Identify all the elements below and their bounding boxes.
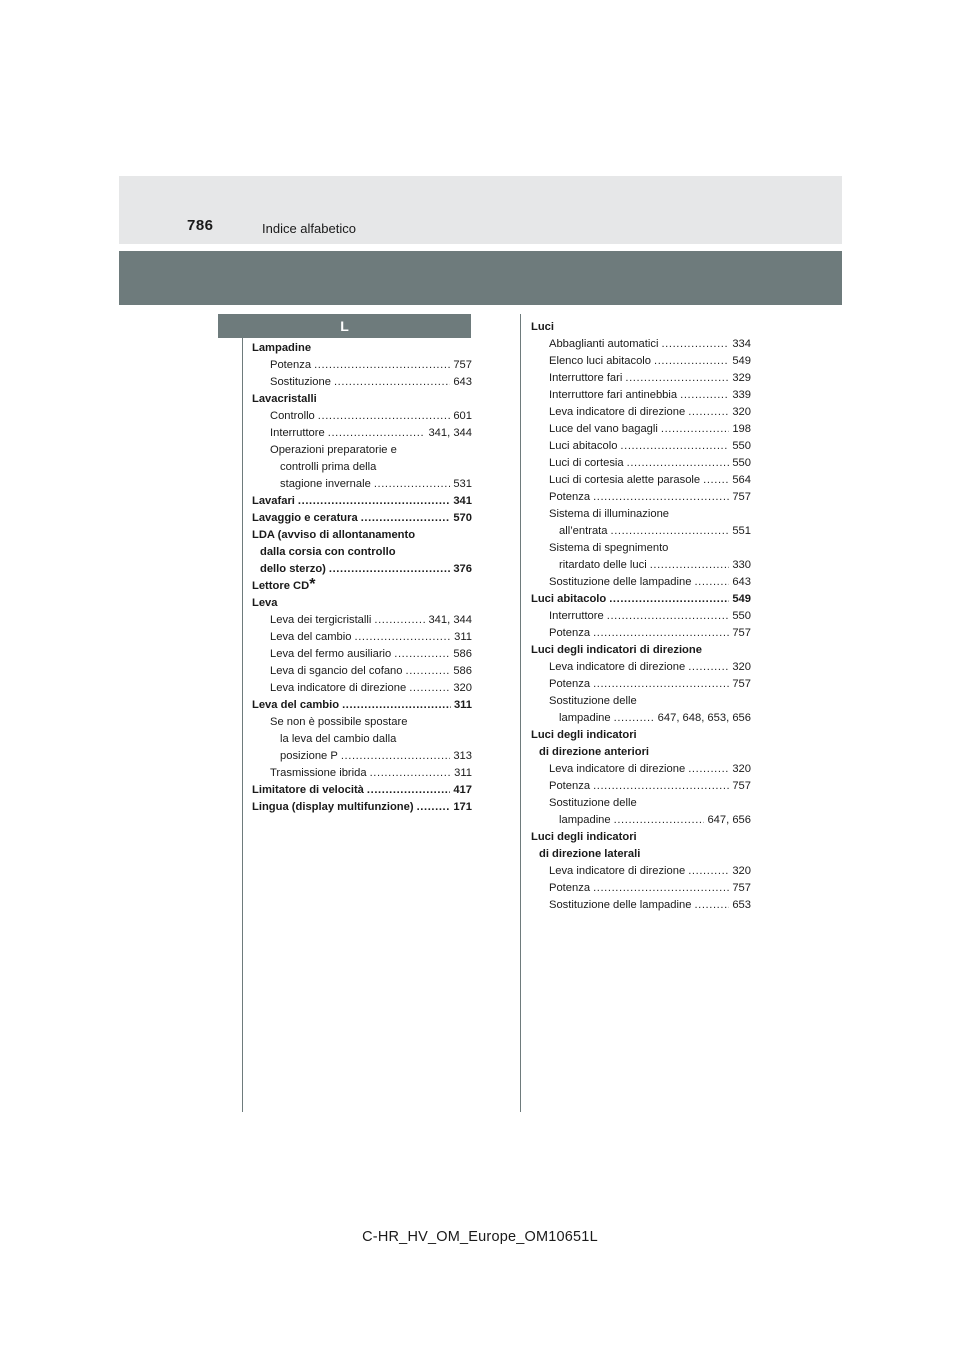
index-subentry: Sostituzione delle <box>549 695 637 707</box>
index-entry: Limitatore di velocità ..... 417 <box>252 782 472 799</box>
index-entry-continued: di direzione anteriori <box>539 746 650 758</box>
index-entry-continued: dello sterzo) ..... 376 <box>252 561 472 578</box>
index-subentry: Elenco luci abitacolo ..... 549 <box>531 353 751 370</box>
index-subentry: Leva del cambio ..... 311 <box>252 629 472 646</box>
letter-heading: L <box>218 314 471 338</box>
index-subentry: Leva indicatore di direzione ..... 320 <box>531 863 751 880</box>
page-number: 786 <box>187 217 214 234</box>
index-subentry: Potenza ..... 757 <box>531 778 751 795</box>
index-subentry: Interruttore fari ..... 329 <box>531 370 751 387</box>
index-entry: Lingua (display multifunzione) ..... 171 <box>252 799 472 816</box>
index-subentry: Leva dei tergicristalli ..... 341, 344 <box>252 612 472 629</box>
index-subentry: Potenza ..... 757 <box>531 676 751 693</box>
index-subentry: Sistema di spegnimento <box>549 542 669 554</box>
index-subentry: Leva del fermo ausiliario ..... 586 <box>252 646 472 663</box>
index-entry: Lavacristalli <box>252 393 317 405</box>
header-band <box>119 176 842 244</box>
index-subentry: Sostituzione delle lampadine ..... 643 <box>531 574 751 591</box>
index-subentry-continued: lampadine ..... 647, 648, 653, 656 <box>531 710 751 727</box>
index-subentry: Leva indicatore di direzione ..... 320 <box>252 680 472 697</box>
middle-column-rule <box>520 314 521 1112</box>
index-entry: Luci degli indicatori <box>531 729 637 741</box>
index-entry: Luci degli indicatori di direzione <box>531 644 702 656</box>
index-entry-continued: dalla corsia con controllo <box>260 546 396 558</box>
index-subentry: Leva indicatore di direzione ..... 320 <box>531 404 751 421</box>
index-subentry: Luci abitacolo ..... 550 <box>531 438 751 455</box>
index-entry: Lavaggio e ceratura ..... 570 <box>252 510 472 527</box>
index-subentry: Luce del vano bagagli ..... 198 <box>531 421 751 438</box>
index-entry: Leva <box>252 597 278 609</box>
index-subentry: Controllo ..... 601 <box>252 408 472 425</box>
index-entry: Lavafari ..... 341 <box>252 493 472 510</box>
index-subentry: Luci di cortesia alette parasole ..... 564 <box>531 472 751 489</box>
index-subentry: Potenza ..... 757 <box>252 357 472 374</box>
index-subentry: Leva di sgancio del cofano ..... 586 <box>252 663 472 680</box>
section-title: Indice alfabetico <box>262 221 356 236</box>
index-subentry: Interruttore ..... 341, 344 <box>252 425 472 442</box>
index-entry-continued: di direzione laterali <box>539 848 641 860</box>
index-subentry-continued: stagione invernale ..... 531 <box>252 476 472 493</box>
index-entry: Luci degli indicatori <box>531 831 637 843</box>
index-entry: LDA (avviso di allontanamento <box>252 529 416 541</box>
index-subentry: Leva indicatore di direzione ..... 320 <box>531 761 751 778</box>
index-subentry: Se non è possibile spostare <box>270 716 408 728</box>
index-subentry: Potenza ..... 757 <box>531 489 751 506</box>
index-subentry: Luci di cortesia ..... 550 <box>531 455 751 472</box>
index-subentry: Interruttore fari antinebbia ..... 339 <box>531 387 751 404</box>
index-subentry-continued: all’entrata ..... 551 <box>531 523 751 540</box>
index-subentry: Sostituzione delle <box>549 797 637 809</box>
left-column-rule <box>242 314 243 1112</box>
index-subentry: Sostituzione delle lampadine ..... 653 <box>531 897 751 914</box>
index-subentry: Interruttore ..... 550 <box>531 608 751 625</box>
index-subentry: Sistema di illuminazione <box>549 508 670 520</box>
index-subentry-continued: posizione P ..... 313 <box>252 748 472 765</box>
document-footer-code: C-HR_HV_OM_Europe_OM10651L <box>362 1229 598 1245</box>
index-entry: Lettore CD * <box>252 578 316 593</box>
index-subentry-continued: lampadine ..... 647, 656 <box>531 812 751 829</box>
title-band <box>119 251 842 305</box>
index-entry: Luci abitacolo ..... 549 <box>531 591 751 608</box>
index-subentry: Potenza ..... 757 <box>531 880 751 897</box>
index-entry: Luci <box>531 321 554 333</box>
index-subentry-continued: la leva del cambio dalla <box>280 733 397 745</box>
index-subentry: Potenza ..... 757 <box>531 625 751 642</box>
index-entry: Lampadine <box>252 342 312 354</box>
index-subentry: Leva indicatore di direzione ..... 320 <box>531 659 751 676</box>
index-subentry: Sostituzione ..... 643 <box>252 374 472 391</box>
index-column-right <box>531 319 751 914</box>
index-entry: Leva del cambio ..... 311 <box>252 697 472 714</box>
index-column-left <box>252 340 472 816</box>
index-subentry-continued: ritardato delle luci ..... 330 <box>531 557 751 574</box>
index-subentry: Trasmissione ibrida ..... 311 <box>252 765 472 782</box>
index-subentry-continued: controlli prima della <box>280 461 377 473</box>
index-subentry: Operazioni preparatorie e <box>270 444 397 456</box>
index-subentry: Abbaglianti automatici ..... 334 <box>531 336 751 353</box>
